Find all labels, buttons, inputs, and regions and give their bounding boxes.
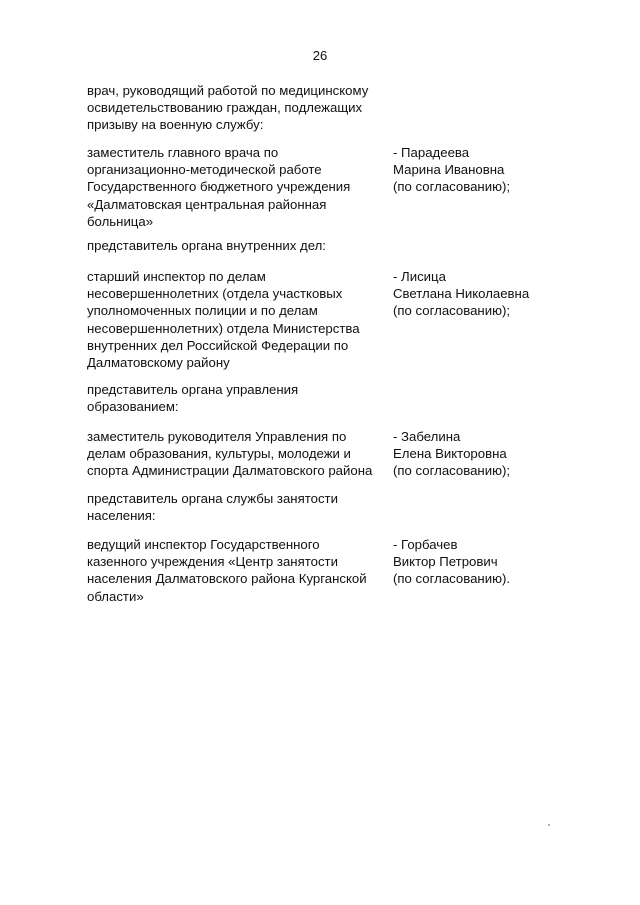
section-heading-police: представитель органа внутренних дел: — [87, 238, 326, 253]
section-heading-education: представитель органа управления образованием: — [87, 382, 299, 415]
member-role-police: старший инспектор по делам несовершеннолетних (отдела участковых уполномоченных полиции и по делам несовершеннолетних) отдела Министерства внутренних дел Российской Федерации по Далматовскому району — [87, 269, 360, 371]
member-role-employment: ведущий инспектор Государственного казенного учреждения «Центр занятости населения Далматовского района Курганской области» — [87, 537, 367, 604]
member-name-zabelina: - Забелина Елена Викторовна (по согласованию); — [393, 429, 511, 479]
member-role-medical: заместитель главного врача по организационно-методической работе Государственного бюджетного учреждения «Далматовская центральная районная больница» — [87, 145, 351, 229]
member-role-education: заместитель руководителя Управления по делам образования, культуры, молодежи и спорта Администрации Далматовского района — [87, 429, 373, 479]
member-name-paradeeva: - Парадеева Марина Ивановна (по согласованию); — [393, 145, 511, 195]
section-heading-medical: врач, руководящий работой по медицинскому освидетельствованию граждан, подлежащих призыву на военную службу: — [87, 83, 369, 133]
page-number: 26 — [312, 48, 328, 63]
scan-speck — [548, 824, 550, 826]
member-name-gorbachev: - Горбачев Виктор Петрович (по согласованию). — [393, 537, 511, 587]
section-heading-employment: представитель органа службы занятости населения: — [87, 491, 338, 524]
member-name-lisitsa: - Лисица Светлана Николаевна (по согласованию); — [393, 269, 530, 319]
